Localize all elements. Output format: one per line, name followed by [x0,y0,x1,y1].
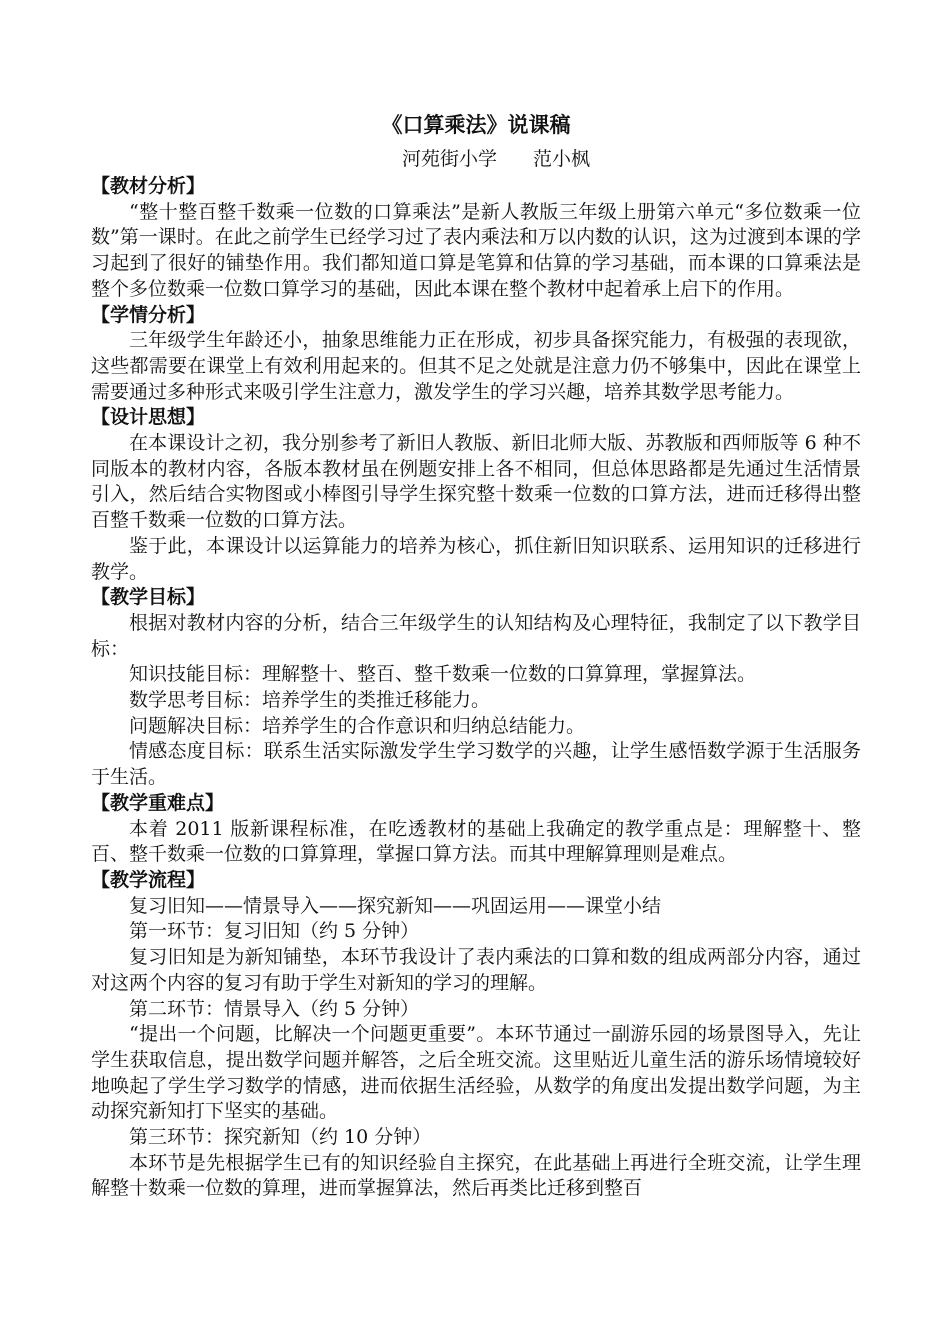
section-heading: 【教学重难点】 [91,791,225,814]
school-name: 河苑街小学 [401,148,497,170]
section-heading: 【教材分析】 [91,175,206,197]
section-key-points [91,791,861,868]
paragraph: 第二环节：情景导入（约 5 分钟） [129,997,420,1020]
paragraph: 本着 2011 版新课程标准，在吃透教材的基础上我确定的教学重点是：理解整十、整百、整千数乘一位数的口算算理，掌握口算方法。而其中理解算理则是难点。 [91,817,861,866]
paragraph: 本环节是先根据学生已有的知识经验自主探究，在此基础上再进行全班交流，让学生理解整十数乘一位数的算理，进而掌握算法，然后再类比迁移到整百 [91,1151,861,1200]
paragraph: 第三环节：探究新知（约 10 分钟） [129,1126,432,1149]
section-heading: 【设计思想】 [91,406,206,429]
section-heading: 【教学流程】 [91,868,206,891]
paragraph: 在本课设计之初，我分别参考了新旧人教版、新旧北师大版、苏教版和西师版等 6 种不同版本的教材内容，各版本教材虽在例题安排上各不相同，但总体思路都是先通过生活情景引入，然后结合实物图或小棒图引导学生探究整十数乘一位数的口算方法，进而迁移得出整百整千数乘一位数的口算方法。 [91,432,861,532]
paragraph: 知识技能目标：理解整十、整百、整千数乘一位数的口算算理，掌握算法。 [129,663,757,686]
paragraph: 第一环节：复习旧知（约 5 分钟） [129,920,420,943]
paragraph: 鉴于此，本课设计以运算能力的培养为核心，抓住新旧知识联系、运用知识的迁移进行教学。 [91,534,861,583]
paragraph: 问题解决目标：培养学生的合作意识和归纳总结能力。 [129,714,586,737]
author-line [91,144,861,174]
section-heading: 【教学目标】 [91,586,206,609]
paragraph: 情感态度目标：联系生活实际激发学生学习数学的兴趣，让学生感悟数学源于生活服务于生活。 [91,740,861,789]
paragraph: 根据对教材内容的分析，结合三年级学生的认知结构及心理特征，我制定了以下教学目标： [91,611,861,660]
paragraph: 三年级学生年龄还小，抽象思维能力正在形成，初步具备探究能力，有极强的表现欲，这些都需要在课堂上有效利用起来的。但其不足之处就是注意力仍不够集中，因此在课堂上需要通过多种形式来吸引学生注意力，激发学生的学习兴趣，培养其数学思考能力。 [91,329,861,403]
author-name: 范小枫 [533,148,591,170]
paragraph: 复习旧知——情景导入——探究新知——巩固运用——课堂小结 [129,894,662,917]
paragraph: 数学思考目标：培养学生的类推迁移能力。 [129,689,491,712]
paragraph: “整十整百整千数乘一位数的口算乘法”是新人教版三年级上册第六单元“多位数乘一位数”第一课时。在此之前学生已经学习过了表内乘法和万以内数的认识，这为过渡到本课的学习起到了很好的铺垫作用。我们都知道口算是笔算和估算的学习基础，而本课的口算乘法是整个多位数乘一位数口算学习的基础，因此本课在整个教材中起着承上启下的作用。 [91,200,861,300]
section-heading: 【学情分析】 [91,303,206,326]
section-textbook-analysis [91,174,861,303]
section-teaching-goals [91,585,861,791]
document-title: 《口算乘法》说课稿 [381,113,571,137]
section-student-analysis [91,303,861,406]
document-page [91,108,861,1202]
section-design-idea [91,405,861,585]
paragraph: 复习旧知是为新知铺垫，本环节我设计了表内乘法的口算和数的组成两部分内容，通过对这两个内容的复习有助于学生对新知的学习的理解。 [91,946,861,994]
paragraph: “提出一个问题，比解决一个问题更重要”。本环节通过一副游乐园的场景图导入，先让学生获取信息，提出数学问题并解答，之后全班交流。这里贴近儿童生活的游乐场情境较好地唤起了学生学习数学的情感，进而依据生活经验，从数学的角度出发提出数学问题，为主动探究新知打下坚实的基础。 [91,1023,861,1123]
section-teaching-process [91,868,861,1202]
